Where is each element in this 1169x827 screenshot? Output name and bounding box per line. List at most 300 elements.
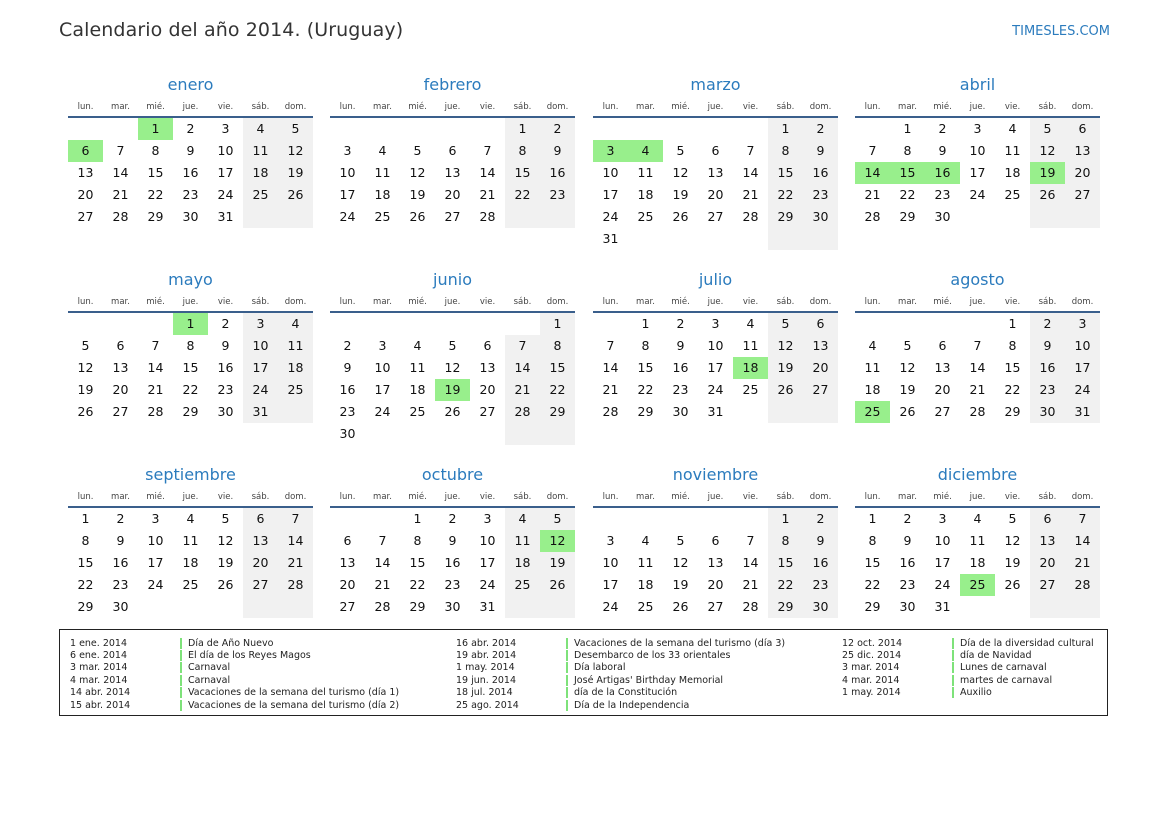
holiday-name: martes de carnaval: [960, 674, 1053, 686]
day-cell: 27: [1030, 574, 1065, 596]
day-cell: 28: [147, 404, 164, 419]
day-cell: 22: [409, 577, 426, 592]
day-cell: 12: [899, 360, 916, 375]
weekday-label: mar.: [898, 492, 917, 502]
empty-day-cell: [698, 118, 733, 140]
day-cell: 15: [1004, 360, 1021, 375]
legend-item: [446, 649, 786, 661]
week-row: [855, 574, 1100, 596]
weekday-label: vie.: [742, 102, 759, 112]
holiday-day-cell: 12: [540, 530, 575, 552]
day-cell: 28: [969, 404, 986, 419]
weekday-label: lun.: [602, 492, 619, 502]
day-cell: 30: [899, 599, 916, 614]
day-cell: 25: [1004, 187, 1021, 202]
holiday-name: Vacaciones de la semana del turismo (día 3): [574, 637, 786, 649]
day-cell: 30: [444, 599, 461, 614]
day-cell: 27: [479, 404, 496, 419]
empty-day-cell: [663, 508, 698, 530]
weekday-label: jue.: [444, 102, 461, 112]
day-cell: 29: [899, 209, 916, 224]
day-cell: 12: [1004, 533, 1021, 548]
weekday-header: [593, 294, 838, 313]
day-cell: 9: [448, 533, 457, 548]
holiday-marker: [952, 675, 954, 686]
day-cell: 30: [672, 404, 689, 419]
day-cell: 5: [540, 508, 575, 530]
week-row: [330, 162, 575, 184]
day-cell: 19: [409, 187, 426, 202]
weekday-label: jue.: [444, 297, 461, 307]
weekday-header: [855, 489, 1100, 508]
day-cell: 17: [934, 555, 951, 570]
day-cell: 5: [903, 338, 912, 353]
holiday-marker: [180, 700, 182, 711]
holiday-date: 19 jun. 2014: [456, 674, 517, 686]
day-cell: 4: [278, 313, 313, 335]
day-cell: 17: [374, 382, 391, 397]
weekday-label: mié.: [671, 492, 690, 502]
holiday-date: 14 abr. 2014: [70, 687, 131, 699]
day-cell: 13: [707, 165, 724, 180]
day-cell: 2: [186, 121, 195, 136]
day-cell: 20: [112, 382, 129, 397]
weekday-label: sáb.: [251, 492, 270, 502]
day-cell: 16: [672, 360, 689, 375]
day-cell: 26: [409, 209, 426, 224]
day-cell: 12: [1030, 140, 1065, 162]
week-row: [330, 206, 575, 228]
day-cell: 19: [768, 357, 803, 379]
day-cell: 28: [742, 209, 759, 224]
day-cell: 8: [413, 533, 422, 548]
empty-day-cell: [803, 228, 838, 250]
day-cell: 19: [217, 555, 234, 570]
day-cell: 23: [803, 184, 838, 206]
month-julio: [593, 269, 838, 423]
day-cell: 20: [339, 577, 356, 592]
day-cell: 7: [116, 143, 125, 158]
day-cell: 31: [602, 231, 619, 246]
day-cell: 4: [746, 316, 755, 331]
holiday-name: Desembarco de los 33 orientales: [574, 650, 731, 662]
day-cell: 21: [969, 382, 986, 397]
day-cell: 1: [505, 118, 540, 140]
weekday-label: mié.: [933, 102, 952, 112]
week-row: [330, 357, 575, 379]
day-cell: 16: [899, 555, 916, 570]
day-cell: 19: [899, 382, 916, 397]
day-cell: 8: [768, 530, 803, 552]
holiday-name: día de Navidad: [960, 650, 1032, 662]
month-agosto: [855, 269, 1100, 423]
day-cell: 10: [243, 335, 278, 357]
day-cell: 13: [243, 530, 278, 552]
weekday-label: mar.: [111, 102, 130, 112]
holiday-date: 12 oct. 2014: [842, 637, 903, 649]
day-cell: 31: [934, 599, 951, 614]
day-cell: 28: [505, 401, 540, 423]
holiday-marker: [952, 650, 954, 661]
holiday-marker: [180, 638, 182, 649]
day-cell: 15: [182, 360, 199, 375]
day-cell: 14: [505, 357, 540, 379]
day-cell: 1: [768, 118, 803, 140]
day-cell: 16: [803, 162, 838, 184]
day-cell: 6: [711, 533, 720, 548]
day-cell: 4: [973, 511, 982, 526]
day-cell: 2: [1030, 313, 1065, 335]
weekday-label: mar.: [636, 492, 655, 502]
day-cell: 16: [217, 360, 234, 375]
day-cell: 24: [602, 209, 619, 224]
day-cell: 28: [742, 599, 759, 614]
day-cell: 28: [602, 404, 619, 419]
week-row: [855, 401, 1100, 423]
day-cell: 31: [479, 599, 496, 614]
weekday-label: dom.: [546, 297, 569, 307]
weekday-label: mié.: [933, 492, 952, 502]
empty-day-cell: [470, 313, 505, 335]
week-row: [68, 118, 313, 140]
holiday-name: Carnaval: [188, 674, 231, 686]
empty-day-cell: [243, 206, 278, 228]
day-cell: 13: [803, 335, 838, 357]
holiday-name: Vacaciones de la semana del turismo (día 1): [188, 687, 400, 699]
day-cell: 18: [182, 555, 199, 570]
weekday-label: sáb.: [1038, 492, 1057, 502]
day-cell: 14: [742, 165, 759, 180]
empty-day-cell: [855, 313, 890, 335]
day-cell: 2: [343, 338, 352, 353]
holiday-date: 25 dic. 2014: [842, 650, 902, 662]
empty-day-cell: [663, 228, 698, 250]
week-row: [593, 508, 838, 530]
day-cell: 4: [868, 338, 877, 353]
holiday-name: Vacaciones de la semana del turismo (día 2): [188, 699, 400, 711]
day-cell: 9: [803, 530, 838, 552]
day-cell: 19: [672, 187, 689, 202]
day-cell: 7: [1065, 508, 1100, 530]
holiday-name: Día de la Independencia: [574, 699, 690, 711]
day-cell: 3: [606, 533, 615, 548]
month-name: noviembre: [672, 465, 759, 484]
day-cell: 7: [606, 338, 615, 353]
day-cell: 28: [374, 599, 391, 614]
day-cell: 8: [186, 338, 195, 353]
day-cell: 1: [868, 511, 877, 526]
day-cell: 9: [116, 533, 125, 548]
empty-day-cell: [593, 313, 628, 335]
empty-day-cell: [890, 313, 925, 335]
holiday-name: Día de Año Nuevo: [188, 637, 274, 649]
day-cell: 29: [77, 599, 94, 614]
day-cell: 15: [768, 552, 803, 574]
day-cell: 26: [278, 184, 313, 206]
day-cell: 30: [182, 209, 199, 224]
day-cell: 11: [243, 140, 278, 162]
weekday-label: vie.: [479, 102, 496, 112]
day-cell: 3: [973, 121, 982, 136]
month-name: julio: [698, 270, 733, 289]
empty-day-cell: [925, 313, 960, 335]
day-cell: 7: [868, 143, 877, 158]
day-cell: 26: [1030, 184, 1065, 206]
site-link[interactable]: TIMESLES.COM: [1012, 24, 1110, 39]
holiday-date: 15 abr. 2014: [70, 699, 131, 711]
empty-day-cell: [698, 508, 733, 530]
day-cell: 20: [444, 187, 461, 202]
weekday-label: dom.: [546, 492, 569, 502]
day-cell: 23: [339, 404, 356, 419]
day-cell: 14: [374, 555, 391, 570]
weekday-label: jue.: [182, 102, 199, 112]
day-cell: 12: [672, 165, 689, 180]
day-cell: 25: [637, 209, 654, 224]
week-row: [68, 206, 313, 228]
day-cell: 9: [938, 143, 947, 158]
day-cell: 27: [707, 599, 724, 614]
day-cell: 24: [217, 187, 234, 202]
day-cell: 16: [112, 555, 129, 570]
weekday-label: lun.: [339, 297, 356, 307]
day-cell: 10: [602, 165, 619, 180]
day-cell: 12: [409, 165, 426, 180]
legend-column: [446, 637, 786, 711]
week-row: [855, 508, 1100, 530]
day-cell: 6: [803, 313, 838, 335]
day-cell: 3: [343, 143, 352, 158]
empty-day-cell: [435, 118, 470, 140]
day-cell: 8: [641, 338, 650, 353]
day-cell: 31: [243, 401, 278, 423]
empty-day-cell: [733, 118, 768, 140]
empty-day-cell: [173, 596, 208, 618]
day-cell: 20: [803, 357, 838, 379]
day-cell: 2: [803, 118, 838, 140]
weekday-label: mar.: [111, 492, 130, 502]
legend-item: [446, 674, 786, 686]
day-cell: 7: [278, 508, 313, 530]
day-cell: 1: [768, 508, 803, 530]
week-row: [68, 162, 313, 184]
day-cell: 26: [1004, 577, 1021, 592]
day-cell: 7: [151, 338, 160, 353]
day-cell: 8: [1008, 338, 1017, 353]
day-cell: 11: [182, 533, 199, 548]
legend-column: [832, 637, 1169, 699]
weekday-label: vie.: [479, 297, 496, 307]
empty-day-cell: [540, 423, 575, 445]
weekday-label: sáb.: [513, 102, 532, 112]
day-cell: 23: [672, 382, 689, 397]
weekday-label: dom.: [809, 297, 832, 307]
day-cell: 18: [505, 552, 540, 574]
day-cell: 18: [864, 382, 881, 397]
day-cell: 4: [1008, 121, 1017, 136]
day-cell: 27: [707, 209, 724, 224]
legend-item: [832, 674, 1169, 686]
legend-item: [60, 687, 400, 699]
day-cell: 12: [217, 533, 234, 548]
holiday-marker: [952, 687, 954, 698]
day-cell: 13: [444, 165, 461, 180]
empty-day-cell: [768, 401, 803, 423]
day-cell: 29: [1004, 404, 1021, 419]
month-name: abril: [959, 75, 996, 94]
day-cell: 5: [448, 338, 457, 353]
empty-day-cell: [1065, 596, 1100, 618]
weekday-header: [593, 489, 838, 508]
day-cell: 9: [1030, 335, 1065, 357]
legend-item: [60, 662, 400, 674]
holiday-date: 19 abr. 2014: [456, 650, 517, 662]
day-cell: 14: [742, 555, 759, 570]
day-cell: 24: [243, 379, 278, 401]
day-cell: 29: [409, 599, 426, 614]
day-cell: 24: [934, 577, 951, 592]
legend-item: [60, 699, 400, 711]
weekday-label: jue.: [444, 492, 461, 502]
week-row: [330, 401, 575, 423]
empty-day-cell: [1030, 596, 1065, 618]
legend-item: [446, 637, 786, 649]
month-febrero: [330, 74, 575, 228]
month-marzo: [593, 74, 838, 250]
day-cell: 10: [479, 533, 496, 548]
week-row: [593, 228, 838, 250]
week-row: [855, 206, 1100, 228]
day-cell: 5: [676, 533, 685, 548]
empty-day-cell: [1065, 206, 1100, 228]
empty-day-cell: [505, 423, 540, 445]
day-cell: 22: [637, 382, 654, 397]
week-row: [855, 379, 1100, 401]
empty-day-cell: [733, 508, 768, 530]
holiday-marker: [566, 662, 568, 673]
legend-item: [832, 649, 1169, 661]
day-cell: 2: [676, 316, 685, 331]
day-cell: 7: [483, 143, 492, 158]
month-name: mayo: [168, 270, 213, 289]
day-cell: 13: [112, 360, 129, 375]
day-cell: 4: [505, 508, 540, 530]
day-cell: 18: [409, 382, 426, 397]
holiday-date: 4 mar. 2014: [842, 674, 900, 686]
day-cell: 29: [637, 404, 654, 419]
day-cell: 25: [182, 577, 199, 592]
empty-day-cell: [103, 313, 138, 335]
legend-item: [832, 687, 1169, 699]
empty-day-cell: [365, 423, 400, 445]
day-cell: 20: [707, 577, 724, 592]
holiday-day-cell: 25: [855, 401, 890, 423]
weekday-header: [68, 294, 313, 313]
day-cell: 16: [339, 382, 356, 397]
day-cell: 10: [1065, 335, 1100, 357]
day-cell: 2: [221, 316, 230, 331]
day-cell: 3: [483, 511, 492, 526]
day-cell: 4: [186, 511, 195, 526]
weekday-label: lun.: [77, 492, 94, 502]
day-cell: 6: [483, 338, 492, 353]
day-cell: 29: [182, 404, 199, 419]
holiday-day-cell: 18: [733, 357, 768, 379]
day-cell: 6: [938, 338, 947, 353]
holiday-date: 1 ene. 2014: [70, 637, 127, 649]
day-cell: 17: [147, 555, 164, 570]
week-row: [593, 118, 838, 140]
weekday-label: mié.: [408, 492, 427, 502]
day-cell: 17: [969, 165, 986, 180]
weekday-label: mié.: [146, 297, 165, 307]
weekday-header: [68, 489, 313, 508]
day-cell: 13: [934, 360, 951, 375]
day-cell: 13: [479, 360, 496, 375]
day-cell: 24: [147, 577, 164, 592]
holiday-date: 4 mar. 2014: [70, 674, 128, 686]
weekday-label: mié.: [146, 102, 165, 112]
week-row: [68, 184, 313, 206]
week-row: [68, 401, 313, 423]
day-cell: 23: [112, 577, 129, 592]
day-cell: 5: [676, 143, 685, 158]
day-cell: 11: [969, 533, 986, 548]
weekday-label: mar.: [636, 102, 655, 112]
empty-day-cell: [365, 508, 400, 530]
weekday-label: jue.: [969, 492, 986, 502]
weekday-label: jue.: [969, 297, 986, 307]
day-cell: 24: [707, 382, 724, 397]
day-cell: 27: [112, 404, 129, 419]
weekday-label: lun.: [864, 102, 881, 112]
empty-day-cell: [960, 596, 995, 618]
day-cell: 17: [707, 360, 724, 375]
day-cell: 21: [147, 382, 164, 397]
weekday-header: [330, 294, 575, 313]
holiday-day-cell: 25: [960, 574, 995, 596]
day-cell: 14: [147, 360, 164, 375]
day-cell: 16: [444, 555, 461, 570]
day-cell: 20: [77, 187, 94, 202]
day-cell: 10: [602, 555, 619, 570]
weekday-label: sáb.: [251, 297, 270, 307]
weekday-label: sáb.: [1038, 102, 1057, 112]
day-cell: 26: [217, 577, 234, 592]
day-cell: 25: [505, 574, 540, 596]
holiday-date: 3 mar. 2014: [842, 662, 900, 674]
day-cell: 9: [676, 338, 685, 353]
holiday-marker: [952, 662, 954, 673]
day-cell: 25: [742, 382, 759, 397]
day-cell: 20: [934, 382, 951, 397]
holiday-name: Día laboral: [574, 662, 626, 674]
week-row: [593, 140, 838, 162]
day-cell: 22: [77, 577, 94, 592]
day-cell: 27: [1065, 184, 1100, 206]
empty-day-cell: [243, 596, 278, 618]
day-cell: 16: [1030, 357, 1065, 379]
month-name: junio: [433, 270, 472, 289]
day-cell: 22: [505, 184, 540, 206]
day-cell: 2: [448, 511, 457, 526]
weekday-label: mar.: [111, 297, 130, 307]
empty-day-cell: [365, 313, 400, 335]
day-cell: 21: [742, 187, 759, 202]
day-cell: 5: [1030, 118, 1065, 140]
month-diciembre: [855, 464, 1100, 618]
day-cell: 21: [1065, 552, 1100, 574]
